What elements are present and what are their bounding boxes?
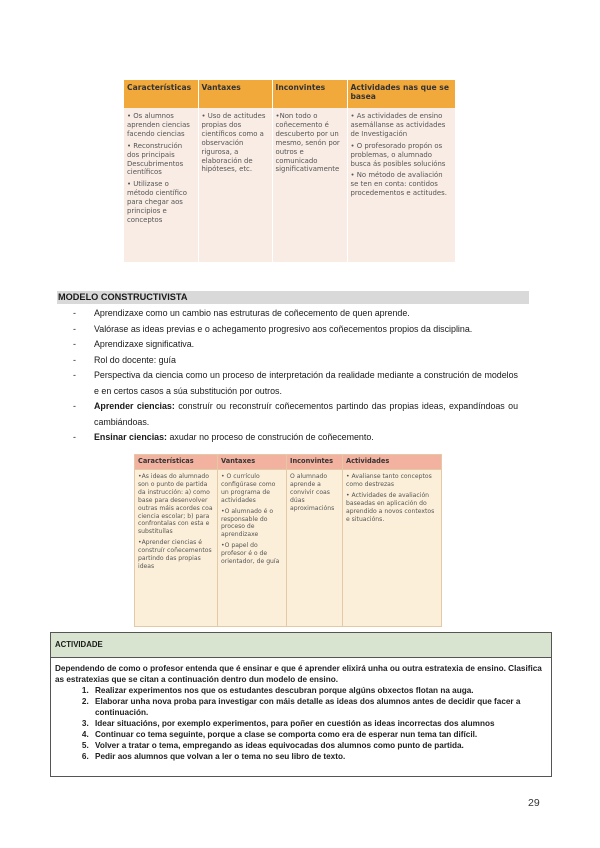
dash-bullet: - bbox=[73, 354, 76, 365]
list-item bbox=[73, 368, 518, 399]
activity-item: 6. Pedir aos alumnos que volvan a ler o tema no seu libro de texto. bbox=[91, 751, 545, 762]
cell-text: • No método de avaliación se ten en conta: contidos procedementos e actitudes. bbox=[350, 171, 447, 198]
activity-title: ACTIVIDADE bbox=[51, 633, 551, 658]
cell-text: • O profesorado propón os problemas, o alumnado busca ás posibles solucións bbox=[350, 141, 446, 168]
cell-text: • As actividades de ensino asemállanse as actividades de Investigación bbox=[350, 112, 446, 138]
table-header-cell: Vantaxes bbox=[198, 80, 272, 108]
activity-item: 5. Volver a tratar o tema, empregando as ideas equivocadas dos alumnos como punto de partida. bbox=[91, 740, 545, 751]
constructivist-list bbox=[73, 306, 518, 446]
cell-text: • Utilizase o método científico para chegar aos principios e conceptos bbox=[127, 180, 187, 224]
table-row bbox=[124, 108, 455, 262]
list-item bbox=[73, 322, 518, 338]
cell-text: O alumnado aprende a convivir coas dúas aproximacións bbox=[290, 473, 335, 512]
activity-item: 3. Idear situacións, por exemplo experimentos, para poñer en cuestión as ideas incorrectas dos alumnos bbox=[91, 718, 545, 729]
table-cell bbox=[343, 470, 442, 627]
cell-text: • O currículo configúrase como un programa de actividades bbox=[221, 473, 276, 504]
cell-text: • Reconstrución dos principais Descubrimentos científicos bbox=[127, 141, 184, 177]
activity-list bbox=[51, 685, 551, 762]
dash-bullet: - bbox=[73, 370, 76, 380]
list-item bbox=[73, 353, 518, 369]
activity-item: 1. Realizar experimentos nos que os estudantes descubran porque algúns obxectos flotan na auga. bbox=[91, 685, 545, 696]
cell-text: •O alumnado é o responsable do proceso de aprendizaxe bbox=[221, 507, 274, 539]
cell-text: •O papel do profesor é o de orientador, de guía bbox=[221, 542, 280, 566]
table-cell bbox=[198, 108, 272, 262]
activity-item: 2. Elaborar unha nova proba para investigar con máis detalle as ideas dos alumnos antes de decidir que facer a continuación. bbox=[91, 696, 545, 718]
table-header-cell: Inconvintes bbox=[272, 80, 347, 108]
cell-text: •Aprender ciencias é construír coñecementos partindo das propias ideas bbox=[138, 539, 212, 570]
item-bold: Aprender ciencias: bbox=[94, 401, 175, 411]
list-item bbox=[73, 337, 518, 353]
item-text: axudar no proceso de construción de coñecemento. bbox=[167, 432, 374, 442]
activity-intro: Dependendo de como o profesor entenda que é ensinar e que é aprender elixirá unha ou outra estratexia de ensino. Clasifica as estratexias que se citan a continuación dentro dun modelo de ensino. bbox=[55, 664, 542, 684]
table-cell bbox=[135, 470, 218, 627]
table-header-cell: Inconvintes bbox=[287, 455, 343, 470]
table-cell bbox=[124, 108, 198, 262]
table-header-row bbox=[135, 455, 442, 470]
dash-bullet: - bbox=[73, 339, 76, 349]
cell-text: • Actividades de avaliación baseadas en aplicación do aprendido a novos contextos e situacións. bbox=[346, 491, 435, 523]
table-header-cell: Características bbox=[124, 80, 198, 108]
item-text: Aprendizaxe significativa. bbox=[94, 339, 195, 349]
cell-text: •Non todo o coñecemento é descuberto por un mesmo, senón por outros e comunicado significativamente bbox=[275, 112, 340, 174]
list-item bbox=[73, 306, 518, 322]
table-header-cell: Actividades nas que se basea bbox=[347, 80, 455, 108]
table-header-cell: Características bbox=[135, 455, 218, 470]
activity-box bbox=[50, 632, 552, 777]
cell-text: •As ideas do alumnado son o punto de partida da instrucción: a) como base para desenvolver outras máis acordes coa ciencia escolar; b) para confrontalas con esta e substituílas bbox=[138, 473, 213, 536]
table-constructivist-model bbox=[134, 454, 442, 627]
dash-bullet: - bbox=[73, 401, 76, 411]
table-header-cell: Vantaxes bbox=[218, 455, 287, 470]
item-text: Valórase as ideas previas e o achegamento progresivo aos coñecementos propios da disciplina. bbox=[94, 323, 473, 334]
table-header-row bbox=[124, 80, 455, 108]
table-cell bbox=[218, 470, 287, 627]
table-row bbox=[135, 470, 442, 627]
dash-bullet: - bbox=[73, 432, 76, 442]
table-header-cell: Actividades bbox=[343, 455, 442, 470]
item-text: Aprendizaxe como un cambio nas estruturas de coñecemento de quen aprende. bbox=[94, 308, 410, 318]
activity-item: 4. Continuar co tema seguinte, porque a clase se comporta como era de esperar nun tema tan difícil. bbox=[91, 729, 545, 740]
section-title: MODELO CONSTRUCTIVISTA bbox=[57, 291, 529, 304]
table-cell bbox=[287, 470, 343, 627]
table-cell bbox=[272, 108, 347, 262]
cell-text: • Os alumnos aprenden ciencias facendo ciencias bbox=[127, 112, 190, 138]
dash-bullet: - bbox=[73, 323, 76, 334]
page-number: 29 bbox=[528, 797, 540, 809]
item-text: Perspectiva da ciencia como un proceso de interpretación da realidade mediante a construción de modelos e en certos casos a súa substitución por outros. bbox=[94, 370, 518, 396]
cell-text: • Uso de actitudes propias dos científicos como a observación rigurosa, a elaboración de hipóteses, etc. bbox=[201, 112, 266, 174]
list-item bbox=[73, 399, 518, 430]
dash-bullet: - bbox=[73, 308, 76, 318]
list-item bbox=[73, 430, 518, 446]
item-bold: Ensinar ciencias: bbox=[94, 432, 168, 442]
item-text: construír ou reconstruír coñecementos partindo das propias ideas, expandíndoas ou cambiándoas. bbox=[94, 401, 519, 427]
table-transmission-model bbox=[124, 80, 455, 262]
cell-text: • Avalianse tanto conceptos como destrezas bbox=[346, 473, 432, 488]
item-text: Rol do docente: guía bbox=[94, 354, 176, 365]
table-cell bbox=[347, 108, 455, 262]
